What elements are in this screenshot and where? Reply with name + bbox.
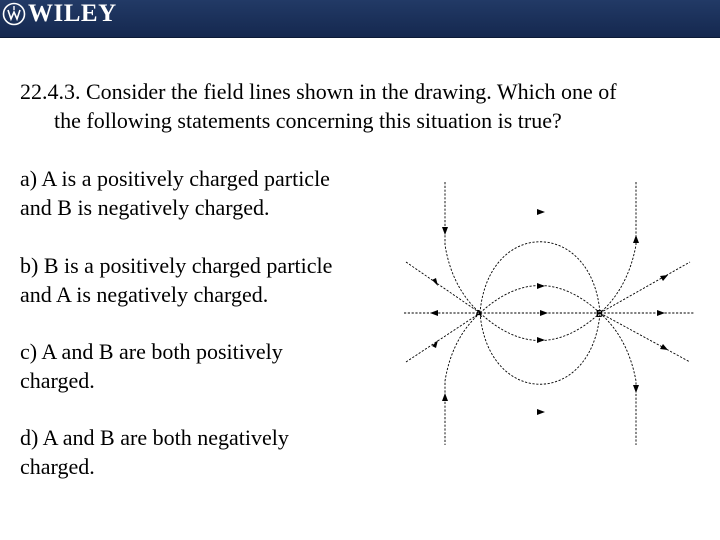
arrow-b-radial-3 (660, 344, 668, 350)
option-d-line-1: d) A and B are both negatively (20, 425, 289, 450)
arrow-outer-right-top (633, 235, 639, 243)
arrow-a-radial-2 (432, 278, 438, 286)
option-d-line-2: charged. (20, 454, 95, 479)
option-b-line-1: b) B is a positively charged particle (20, 253, 333, 278)
field-lines-diagram (398, 178, 698, 450)
option-b (20, 251, 380, 309)
question-line-1: 22.4.3. Consider the field lines shown in the drawing. Which one of (20, 79, 617, 104)
arrow-b-radial-2 (660, 275, 668, 281)
field-line-b-radial-3 (600, 313, 690, 362)
field-line-outer-right-top (600, 182, 636, 313)
option-a (20, 164, 380, 222)
option-a-line-1: a) A is a positively charged particle (20, 166, 330, 191)
option-c (20, 337, 380, 395)
brand-logo (2, 1, 117, 27)
field-line-a-radial-2 (406, 262, 480, 313)
arrow-upper-1 (537, 283, 545, 289)
field-line-outer-left-top (445, 182, 480, 313)
arrow-outer-left-bottom (442, 393, 448, 401)
option-d (20, 423, 380, 481)
arrow-center (540, 310, 548, 316)
field-line-upper-1 (480, 286, 600, 314)
arrow-upper-2 (537, 209, 545, 215)
arrow-outer-left-top (442, 227, 448, 235)
wiley-seal-icon (2, 2, 26, 26)
field-line-outer-left-bottom (445, 313, 480, 445)
brand-name: WILEY (28, 0, 117, 27)
charge-a-label: A (475, 309, 483, 320)
option-c-line-2: charged. (20, 368, 95, 393)
arrow-outer-right-bottom (633, 385, 639, 393)
header-bar (0, 0, 720, 38)
field-line-lower-2 (480, 313, 600, 384)
arrow-b-radial-1 (657, 310, 665, 316)
arrow-lower-1 (537, 337, 545, 343)
field-line-upper-2 (480, 242, 600, 313)
arrow-a-radial-1 (430, 310, 438, 316)
field-line-lower-1 (480, 313, 600, 341)
question-line-2: the following statements concerning this situation is true? (54, 108, 562, 133)
field-line-b-radial-2 (600, 262, 690, 313)
field-line-a-radial-3 (406, 313, 480, 362)
question-text (20, 77, 710, 135)
option-c-line-1: c) A and B are both positively (20, 339, 283, 364)
field-line-outer-right-bottom (600, 313, 636, 445)
option-a-line-2: and B is negatively charged. (20, 195, 270, 220)
option-b-line-2: and A is negatively charged. (20, 282, 269, 307)
arrow-lower-2 (537, 409, 545, 415)
charge-b-label: B (596, 309, 604, 320)
